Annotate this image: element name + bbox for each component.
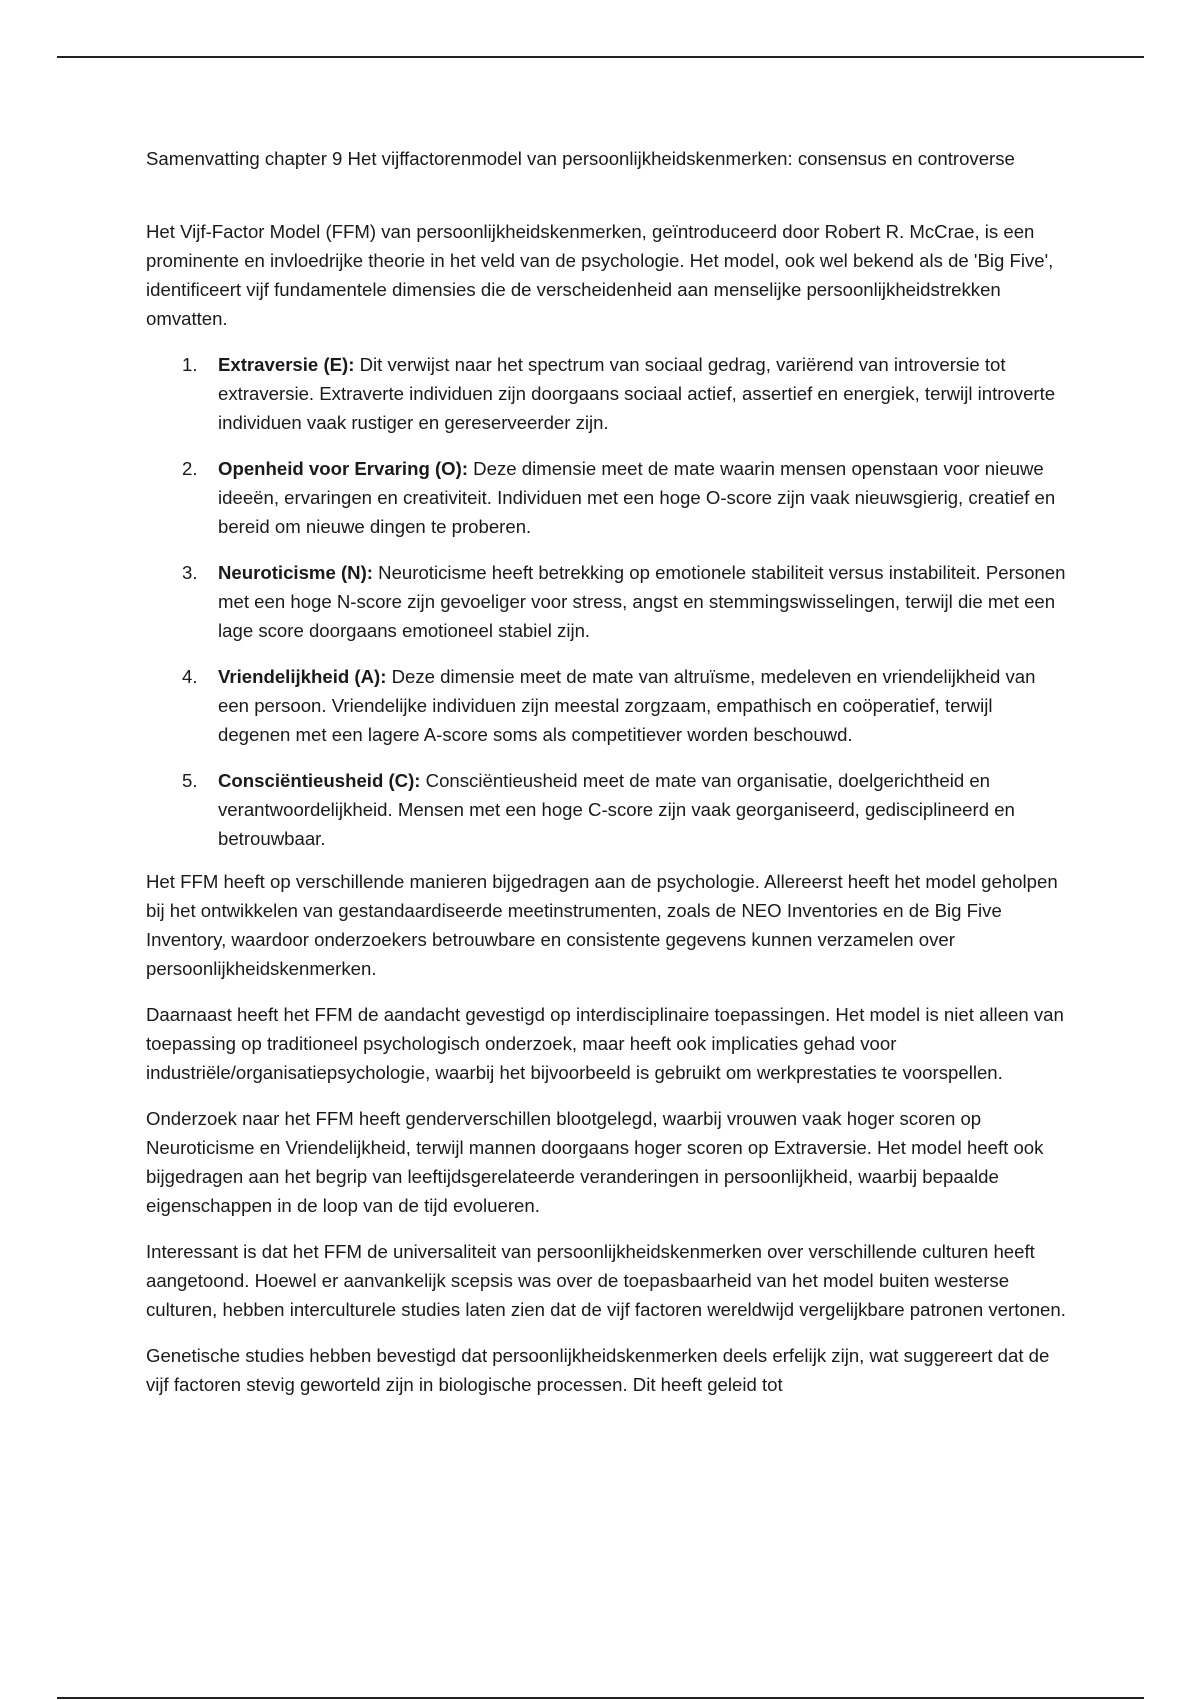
document-title: Samenvatting chapter 9 Het vijffactorenmodel van persoonlijkheidskenmerken: consensus en controverse [146,148,1015,169]
factor-description: Dit verwijst naar het spectrum van sociaal gedrag, variërend van introversie tot extraversie. Extraverte individuen zijn doorgaans sociaal actief, assertief en energiek, terwijl introverte individuen vaak rustiger en gereserveerder zijn. [218,354,1056,433]
factor-name: Neuroticisme (N): [218,562,373,583]
factor-name: Consciëntieusheid (C): [218,770,421,791]
bottom-divider [57,1697,1144,1699]
factor-number: 4. [182,666,198,687]
factor-description: Deze dimensie meet de mate van altruïsme, medeleven en vriendelijkheid van een persoon. Vriendelijke individuen zijn meestal zorgzaam, empathisch en coöperatief, terwijl degenen met een lagere A-score soms als competitiever worden beschouwd. [218,666,1036,745]
factor-item-extraversion [146,350,1066,437]
factor-number: 1. [182,354,198,375]
factor-name: Extraversie (E): [218,354,355,375]
factor-item-neuroticism [146,558,1066,645]
factor-list [146,350,1066,853]
document-body [146,144,1066,1416]
body-paragraph-contributions: Het FFM heeft op verschillende manieren bijgedragen aan de psychologie. Allereerst heeft het model geholpen bij het ontwikkelen van gestandaardiseerde meetinstrumenten, zoals de NEO Inventories en de Big Five Inventory, waardoor onderzoekers betrouwbare en consistente gegevens kunnen verzamelen over persoonlijkheidskenmerken. [146,871,1058,979]
factor-item-conscientiousness [146,766,1066,853]
body-paragraph-gender: Onderzoek naar het FFM heeft genderverschillen blootgelegd, waarbij vrouwen vaak hoger scoren op Neuroticisme en Vriendelijkheid, terwijl mannen doorgaans hoger scoren op Extraversie. Het model heeft ook bijgedragen aan het begrip van leeftijdsgerelateerde veranderingen in persoonlijkheid, waarbij bepaalde eigenschappen in de loop van de tijd evolueren. [146,1108,1044,1216]
factor-item-openness [146,454,1066,541]
factor-name: Openheid voor Ervaring (O): [218,458,469,479]
factor-description: Deze dimensie meet de mate waarin mensen openstaan voor nieuwe ideeën, ervaringen en creativiteit. Individuen met een hoge O-score zijn vaak nieuwsgierig, creatief en bereid om nieuwe dingen te proberen. [218,458,1056,537]
body-paragraph-genetics: Genetische studies hebben bevestigd dat persoonlijkheidskenmerken deels erfelijk zijn, wat suggereert dat de vijf factoren stevig geworteld zijn in biologische processen. Dit heeft geleid tot [146,1345,1050,1395]
factor-number: 2. [182,458,198,479]
factor-item-agreeableness [146,662,1066,749]
factor-number: 3. [182,562,198,583]
factor-name: Vriendelijkheid (A): [218,666,387,687]
body-paragraph-cultures: Interessant is dat het FFM de universaliteit van persoonlijkheidskenmerken over verschillende culturen heeft aangetoond. Hoewel er aanvankelijk scepsis was over de toepasbaarheid van het model buiten westerse culturen, hebben interculturele studies laten zien dat de vijf factoren wereldwijd vergelijkbare patronen vertonen. [146,1241,1066,1320]
factor-number: 5. [182,770,198,791]
factor-description: Consciëntieusheid meet de mate van organisatie, doelgerichtheid en verantwoordelijkheid. Mensen met een hoge C-score zijn vaak georganiseerd, gedisciplineerd en betrouwbaar. [218,770,1015,849]
top-divider [57,56,1144,58]
factor-description: Neuroticisme heeft betrekking op emotionele stabiliteit versus instabiliteit. Personen met een hoge N-score zijn gevoeliger voor stress, angst en stemmingswisselingen, terwijl die met een lage score doorgaans emotioneel stabiel zijn. [218,562,1066,641]
intro-paragraph: Het Vijf-Factor Model (FFM) van persoonlijkheidskenmerken, geïntroduceerd door Robert R. McCrae, is een prominente en invloedrijke theorie in het veld van de psychologie. Het model, ook wel bekend als de 'Big Five', identificeert vijf fundamentele dimensies die de verscheidenheid aan menselijke persoonlijkheidstrekken omvatten. [146,221,1054,329]
body-paragraph-interdisciplinary: Daarnaast heeft het FFM de aandacht gevestigd op interdisciplinaire toepassingen. Het model is niet alleen van toepassing op traditioneel psychologisch onderzoek, maar heeft ook implicaties gehad voor industriële/organisatiepsychologie, waarbij het bijvoorbeeld is gebruikt om werkprestaties te voorspellen. [146,1004,1064,1083]
